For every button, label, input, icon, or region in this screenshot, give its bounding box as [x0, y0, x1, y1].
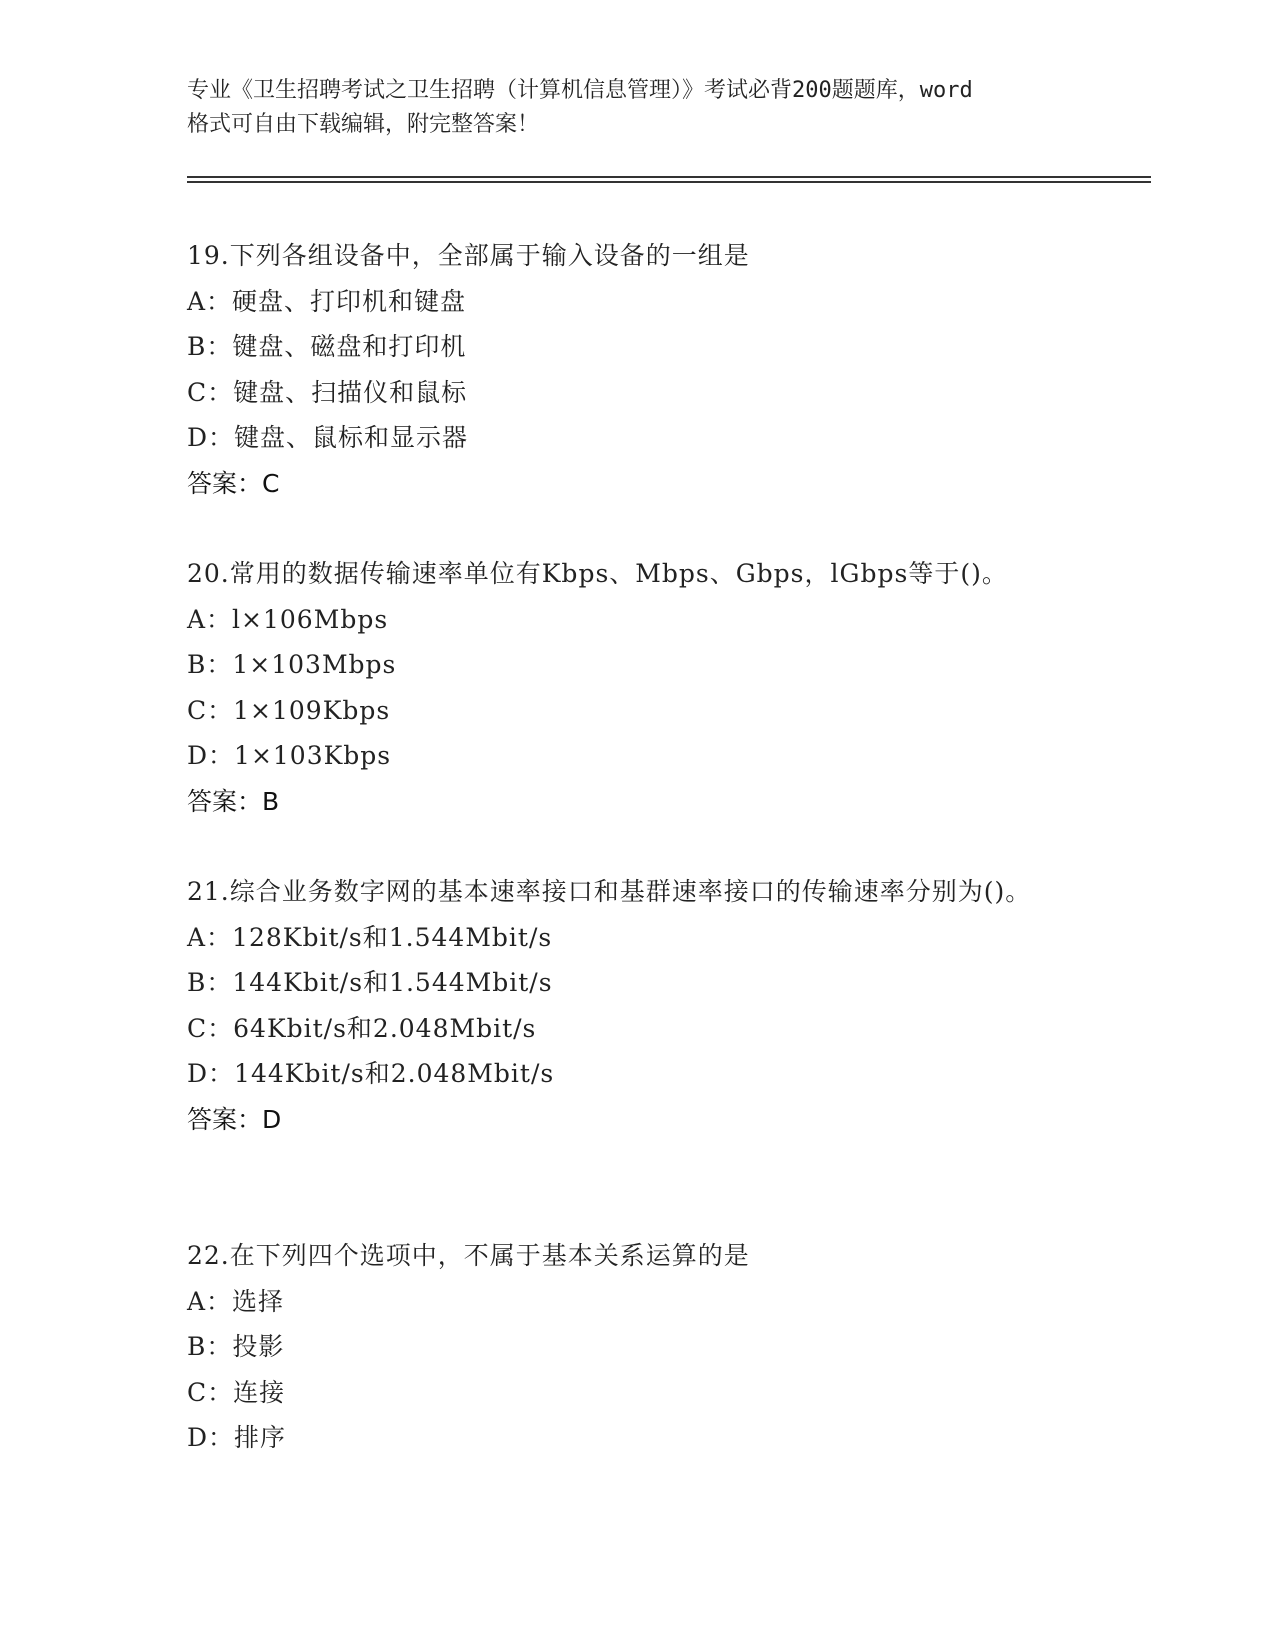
answer-text: 答案：B [187, 786, 280, 816]
header-line-2: 格式可自由下载编辑，附完整答案！ [187, 112, 540, 137]
option-a: A：128Kbit/s和1.544Mbit/s [187, 922, 553, 952]
option-d: D：1×103Kbps [187, 741, 392, 770]
option-b: B：144Kbit/s和1.544Mbit/s [187, 968, 553, 997]
option-a: A：选择 [187, 1286, 285, 1316]
option-c: C：连接 [187, 1377, 286, 1407]
header-divider-bottom [187, 181, 1151, 183]
question-stem: 21.综合业务数字网的基本速率接口和基群速率接口的传输速率分别为()。 [187, 877, 1032, 906]
option-a: A：l×106Mbps [187, 604, 389, 634]
question-20 [187, 551, 1107, 824]
question-21 [187, 869, 1107, 1142]
header-line-1: 专业《卫生招聘考试之卫生招聘（计算机信息管理）》考试必背200题题库，word [187, 78, 973, 103]
question-22 [187, 1233, 1107, 1461]
question-stem: 19.下列各组设备中，全部属于输入设备的一组是 [187, 241, 750, 270]
answer-text: 答案：D [187, 1104, 282, 1134]
option-c: C：1×109Kbps [187, 695, 391, 725]
question-stem: 20.常用的数据传输速率单位有Kbps、Mbps、Gbps，lGbps等于()。 [187, 559, 1008, 588]
option-c: C：64Kbit/s和2.048Mbit/s [187, 1013, 537, 1043]
option-d: D：键盘、鼠标和显示器 [187, 423, 469, 452]
question-19 [187, 233, 1107, 506]
option-b: B：投影 [187, 1332, 285, 1361]
option-b: B：键盘、磁盘和打印机 [187, 332, 467, 361]
option-a: A：硬盘、打印机和键盘 [187, 286, 467, 316]
answer-text: 答案：C [187, 468, 280, 498]
question-stem: 22.在下列四个选项中，不属于基本关系运算的是 [187, 1241, 750, 1270]
option-d: D：144Kbit/s和2.048Mbit/s [187, 1059, 555, 1088]
header-divider-top [187, 176, 1151, 178]
document-header [187, 74, 1087, 142]
option-d: D：排序 [187, 1423, 287, 1452]
option-c: C：键盘、扫描仪和鼠标 [187, 377, 468, 407]
option-b: B：1×103Mbps [187, 650, 397, 679]
